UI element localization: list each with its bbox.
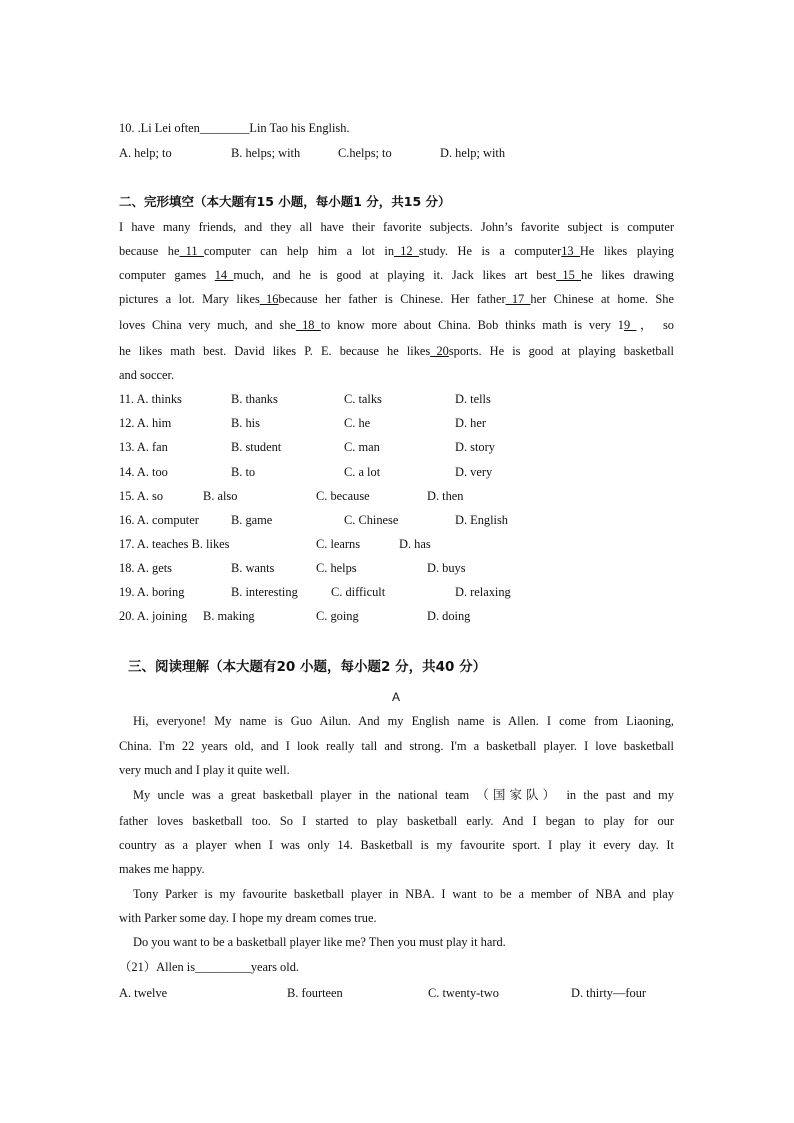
passage-line-2: China. I'm 22 years old, and I look really tall and strong. I'm a basketball player. I love basketball (119, 739, 674, 753)
cloze-line-2: because he_11_computer can help him a lot in_12_study. He is a computer13_He likes playing (119, 244, 674, 258)
blank-19: 9_ (623, 318, 637, 332)
passage-line-9: with Parker some day. I hope my dream comes true. (119, 911, 377, 925)
passage-line-8: Tony Parker is my favourite basketball player in NBA. I want to be a member of NBA and play (133, 887, 674, 901)
blank-11: _11_ (179, 244, 204, 258)
passage-line-5: father loves basketball too. So I started to play basketball early. And I began to play for our (119, 814, 674, 828)
passage-line-1: Hi, everyone! My name is Guo Ailun. And my English name is Allen. I come from Liaoning, (133, 714, 674, 728)
blank-13: 13_ (561, 244, 580, 258)
cloze-line-6: he likes math best. David likes P. E. because he likes_20sports. He is good at playing basketball (119, 344, 675, 358)
passage-line-6: country as a player when I was only 14. Basketball is my favourite sport. I play it every day. It (119, 838, 674, 852)
blank-18: _18_ (295, 318, 321, 332)
question-10-option-d: D. help; with (440, 146, 506, 160)
question-21-stem: （21）Allen is_________years old. (119, 960, 299, 974)
passage-line-10: Do you want to be a basketball player like me? Then you must play it hard. (133, 935, 506, 949)
question-21-option-a: A. twelve (119, 986, 168, 1000)
question-10-option-b: B. helps; with (231, 146, 301, 160)
blank-12: _12_ (394, 244, 419, 258)
question-21-option-c: C. twenty-two (428, 986, 499, 1000)
question-10-option-c: C.helps; to (338, 146, 392, 160)
blank-20: _20 (430, 344, 449, 358)
passage-line-4: My uncle was a great basketball player in the national team （国家队） in the past and my (133, 788, 674, 802)
blank-16: _16 (259, 292, 279, 306)
cloze-line-4: pictures a lot. Mary likes_16because her father is Chinese. Her father_17_her Chinese at home. She (119, 292, 674, 306)
section-2-heading: 二、完形填空（本大题有15 小题，每小题1 分，共15 分） (119, 194, 451, 209)
blank-17: _17_ (505, 292, 531, 306)
cloze-line-3: computer games 14_much, and he is good at playing it. Jack likes art best_15_he likes drawing (119, 268, 674, 282)
question-21-option-d: D. thirty—four (571, 986, 647, 1000)
blank-14: 14_ (214, 268, 234, 282)
passage-line-7: makes me happy. (119, 862, 205, 876)
section-3-heading: 三、阅读理解（本大题有20 小题，每小题2 分，共40 分） (128, 659, 487, 675)
question-10-stem: 10. .Li Lei often________Lin Tao his English. (119, 121, 350, 135)
question-21-option-b: B. fourteen (287, 986, 343, 1000)
cloze-line-5: loves China very much, and she_18_to know more about China. Bob thinks math is very 19_， so (119, 318, 674, 332)
blank-15: _15_ (556, 268, 581, 282)
cloze-line-7: and soccer. (119, 368, 175, 382)
cloze-line-1: I have many friends, and they all have their favorite subjects. John’s favorite subject is computer (119, 220, 674, 234)
passage-label: A (392, 690, 401, 704)
question-10-option-a: A. help; to (119, 146, 172, 160)
passage-line-3: very much and I play it quite well. (119, 763, 290, 777)
